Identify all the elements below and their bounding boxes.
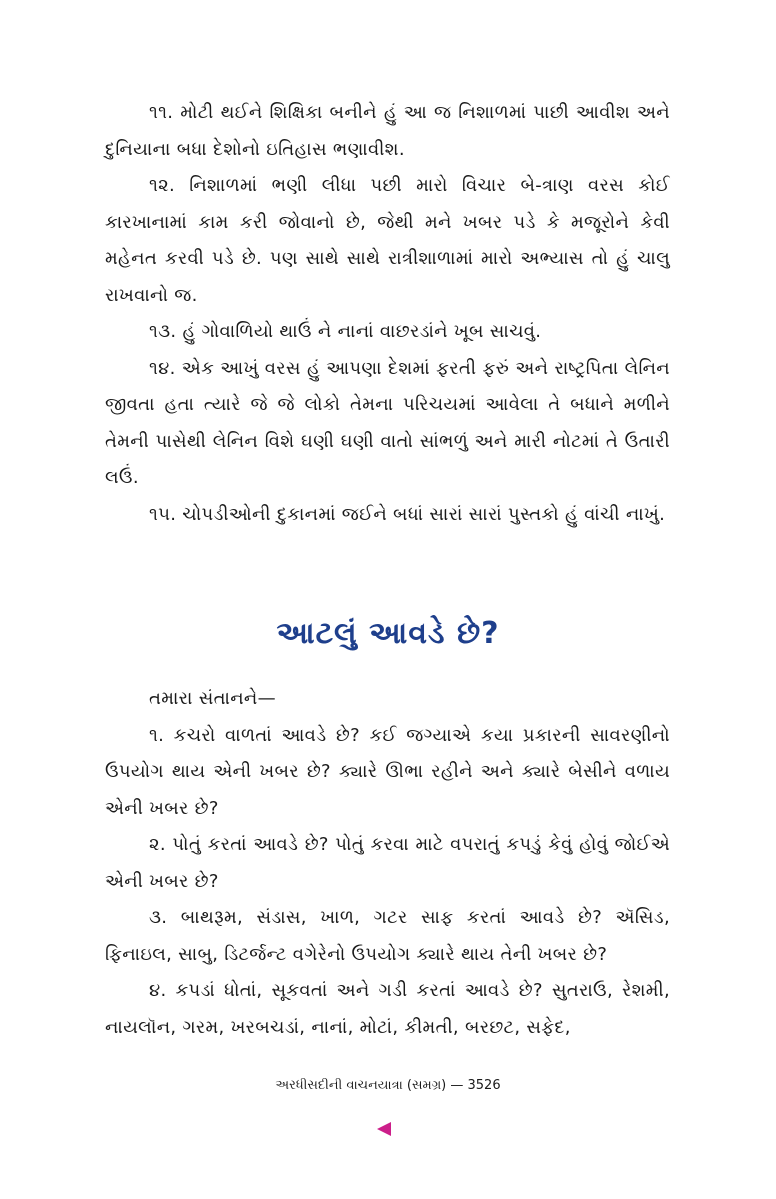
bottom-text-block [105,681,670,1046]
section-heading: આટલું આવડે છે? [276,616,500,651]
paragraph-3: ૩. બાથરૂમ, સંડાસ, ખાળ, ગટર સાફ કરતાં આવડે છે? ઍસિડ, ફિનાઇલ, સાબુ, ડિટર્જન્ટ વગેરેનો ઉપયોગ ક્યારે થાય તેની ખબર છે? [105,907,670,965]
paragraph-11: ૧૧. મોટી થઈને શિક્ષિકા બનીને હું આ જ નિશાળમાં પાછી આવીશ અને દુનિયાના બધા દેશોનો ઇતિહાસ ભણાવીશ. [105,102,670,160]
paragraph-13: ૧૩. હું ગોવાળિયો થાઉં ને નાનાં વાછરડાંને ખૂબ સાચવું. [149,321,542,342]
paragraph-12: ૧૨. નિશાળમાં ભણી લીધા પછી મારો વિચાર બે-ત્રાણ વરસ કોઈ કારખાનામાં કામ કરી જોવાનો છે, જેથી મને ખબર પડે કે મજૂરોને કેવી મહેનત કરવી પડે છે. પણ સાથે સાથે રાત્રીશાળામાં મારો અભ્યાસ તો હું ચાલુ રાખવાનો જ. [105,175,670,306]
paragraph-intro: તમારા સંતાનને— [149,688,276,709]
paragraph-14: ૧૪. એક આખું વરસ હું આપણા દેશમાં ફરતી ફરું અને રાષ્ટ્રપિતા લેનિન જીવતા હતા ત્યારે જે જે લોકો તેમના પરિચયમાં આવેલા તે બધાને મળીને તેમની પાસેથી લેનિન વિશે ઘણી ઘણી વાતો સાંભળું અને મારી નોટમાં તે ઉતારી લઉં. [105,357,670,488]
paragraph-15: ૧૫. ચોપડીઓની દુકાનમાં જઈને બધાં સારાં સારાં પુસ્તકો હું વાંચી નાખું. [149,503,666,525]
paragraph-2: ૨. પોતું કરતાં આવડે છે? પોતું કરવા માટે વપરાતું કપડું કેવું હોવું જોઈએ એની ખબર છે? [105,834,670,892]
triangle-left-icon[interactable] [377,1122,391,1136]
top-text-block [105,95,670,533]
paragraph-1: ૧. કચરો વાળતાં આવડે છે? કઈ જગ્યાએ કયા પ્રકારની સાવરણીનો ઉપયોગ થાય એની ખબર છે? ક્યારે ઊભા રહીને અને ક્યારે બેસીને વળાય એની ખબર છે? [105,724,670,819]
paragraph-4: ૪. કપડાં ધોતાં, સૂકવતાં અને ગડી કરતાં આવડે છે? સુતરાઉ, રેશમી, નાયલૉન, ગરમ, ખરબચડાં, નાનાં, મોટાં, કીમતી, બરછટ, સફેદ, [105,980,670,1038]
page-footer: અરધીસદીની વાચનયાત્રા (સમગ્ર) — 3526 [275,1078,501,1093]
